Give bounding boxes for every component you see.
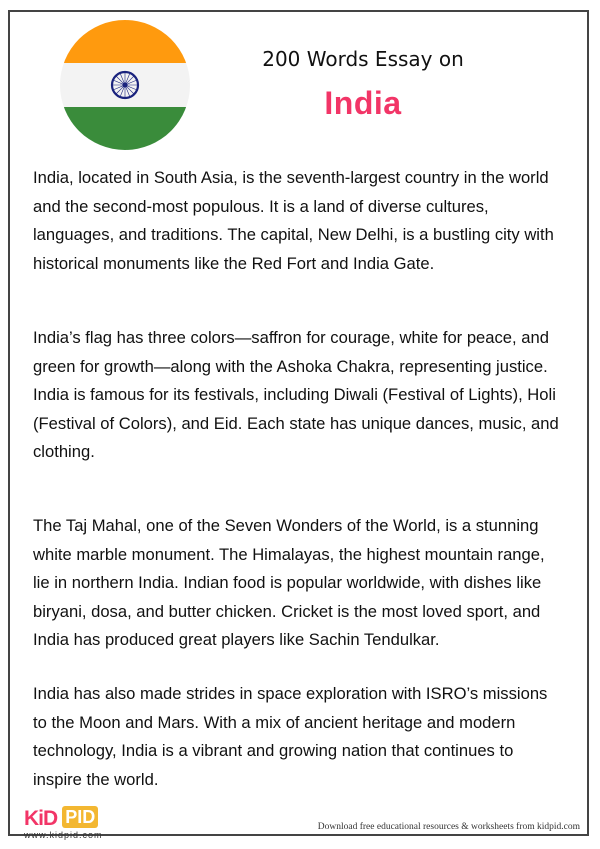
- flag-white-band: [60, 63, 190, 106]
- ashoka-chakra-icon: [110, 70, 140, 100]
- paragraph-text: The Taj Mahal, one of the Seven Wonders of the World, is a stunning white marble monument. The Himalayas, the highest mountain range, lie in northern India. Indian food is popular worldwide, with dishes like biryani, dosa, and butter chicken. Cricket is the most loved sport, and India has produced great players like Sachin Tendulkar.: [33, 516, 545, 649]
- logo-kid-text: KiD: [24, 807, 58, 830]
- kidpid-logo[interactable]: [24, 806, 103, 840]
- paragraph-text: India, located in South Asia, is the seventh-largest country in the world and the second-most populous. It is a land of diverse cultures, languages, and traditions. The capital, New Delhi, is a bustling city with historical monuments like the Red Fort and India Gate.: [33, 168, 554, 273]
- essay-paragraph-1: [33, 164, 563, 278]
- essay-title: India: [324, 85, 402, 121]
- india-flag-icon: [60, 20, 190, 150]
- paragraph-text: India’s flag has three colors—saffron for courage, white for peace, and green for growth—along with the Ashoka Chakra, representing justice. India is famous for its festivals, including Diwali (Festival of Lights), Holi (Festival of Colors), and Eid. Each state has unique dances, music, and clothing.: [33, 328, 559, 461]
- footer-download-note: Download free educational resources & worksheets from kidpid.com: [317, 822, 580, 832]
- essay-subtitle: 200 Words Essay on: [262, 47, 464, 71]
- essay-paragraph-3: [33, 512, 563, 655]
- paragraph-text: India has also made strides in space exploration with ISRO’s missions to the Moon and Mars. With a mix of ancient heritage and modern technology, India is a vibrant and growing nation that continues to inspire the world.: [33, 684, 548, 789]
- essay-paragraph-4: [33, 680, 563, 794]
- essay-paragraph-2: [33, 324, 563, 467]
- logo-url[interactable]: www.kidpid.com: [24, 830, 103, 840]
- logo-pid-badge: PID: [62, 806, 98, 828]
